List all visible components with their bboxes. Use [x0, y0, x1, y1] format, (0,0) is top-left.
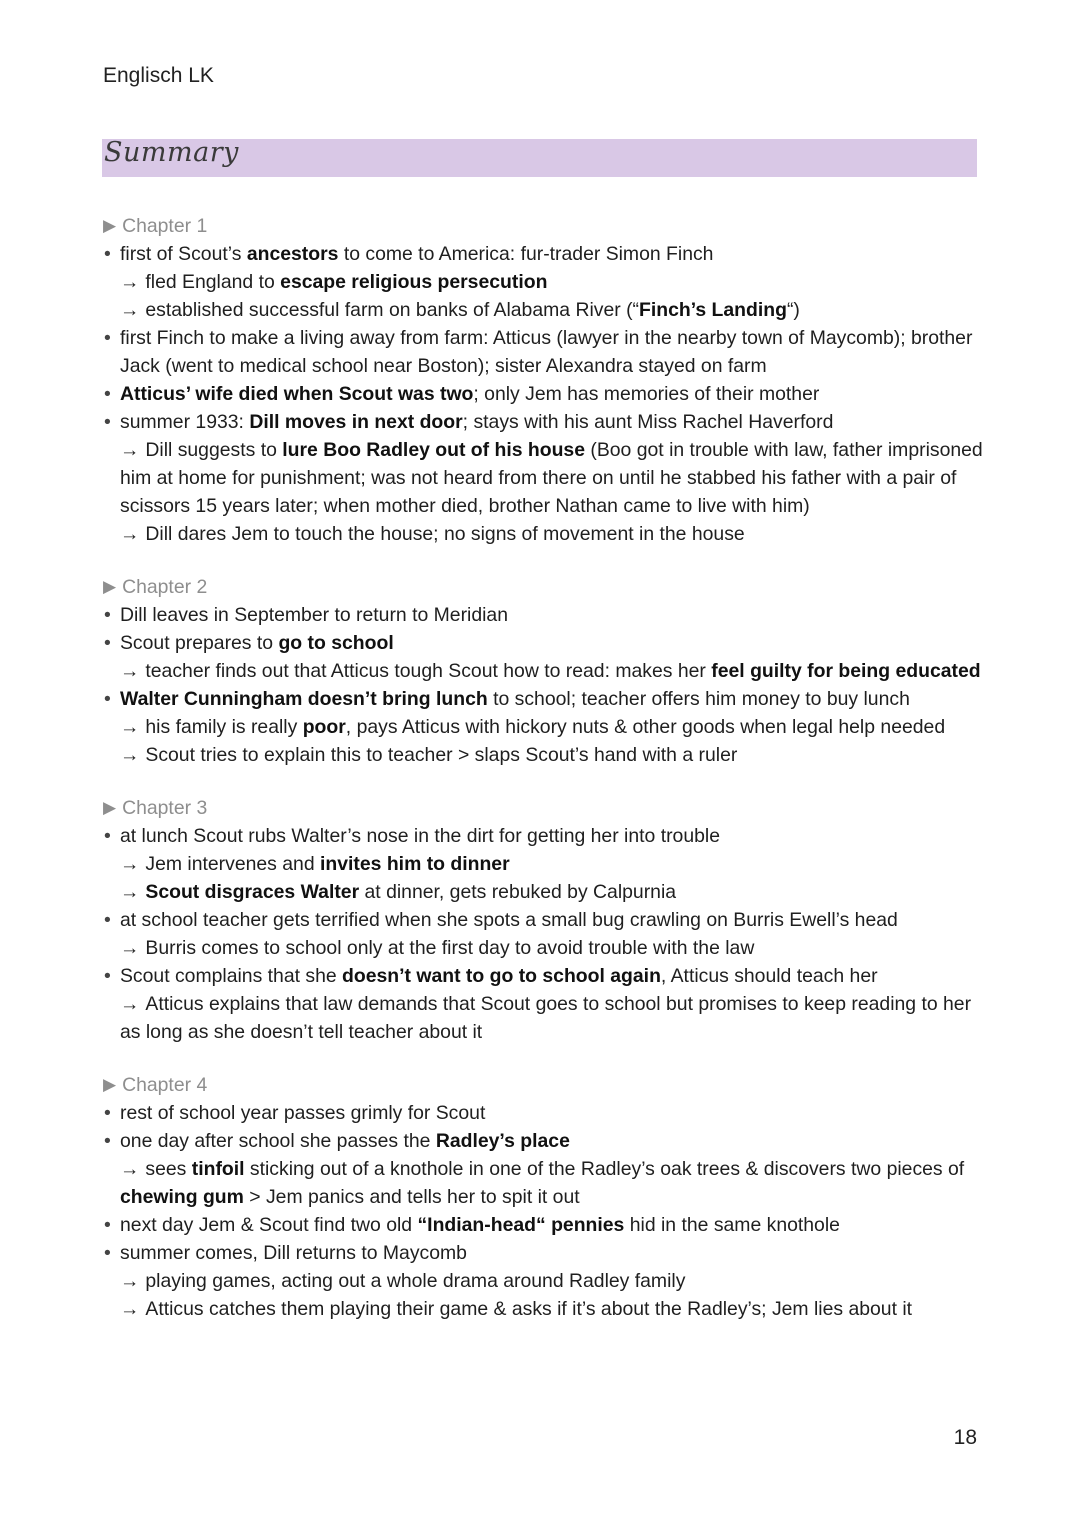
sub-point: [103, 436, 983, 520]
sub-point: [103, 520, 983, 548]
text-segment: established successful farm on banks of Alabama River (“: [145, 299, 639, 321]
bullet-item: [103, 240, 983, 268]
text-segment: at dinner, gets rebuked by Calpurnia: [359, 881, 677, 903]
chapter-heading: [103, 573, 983, 601]
emphasis-text: doesn’t want to go to school again: [342, 965, 661, 987]
emphasis-text: Radley’s place: [435, 1130, 570, 1152]
text-segment: his family is really: [145, 716, 303, 738]
chapter-summaries: [103, 212, 983, 1323]
text-segment: Dill suggests to: [145, 439, 283, 461]
chapter-title: Chapter 2: [122, 576, 208, 598]
arrow-right-icon: →: [120, 660, 140, 682]
emphasis-text: Scout disgraces Walter: [145, 881, 360, 903]
text-segment: Atticus explains that law demands that Scout goes to school but promises to keep reading to her as long as she doesn’t tell teacher about it: [120, 993, 972, 1043]
sub-point: [103, 878, 983, 906]
emphasis-text: tinfoil: [191, 1158, 245, 1180]
text-segment: to come to America: fur-trader Simon Finch: [338, 243, 714, 265]
bullet-item: [103, 1099, 983, 1127]
sub-point: [103, 741, 983, 769]
text-segment: Dill leaves in September to return to Meridian: [120, 604, 508, 626]
text-segment: Dill dares Jem to touch the house; no signs of movement in the house: [145, 523, 745, 545]
bullet-item: [103, 629, 983, 657]
text-segment: hid in the same knothole: [624, 1214, 840, 1236]
chapter-section: [103, 573, 983, 769]
play-triangle-icon: ▶: [103, 1075, 117, 1094]
sub-point: [103, 934, 983, 962]
bullet-item: [103, 1211, 983, 1239]
text-segment: ; stays with his aunt Miss Rachel Haverford: [462, 411, 834, 433]
bullet-item: [103, 380, 983, 408]
text-segment: Scout tries to explain this to teacher > slaps Scout’s hand with a ruler: [145, 744, 738, 766]
chapter-heading: [103, 794, 983, 822]
text-segment: at lunch Scout rubs Walter’s nose in the dirt for getting her into trouble: [120, 825, 721, 847]
sub-point: [103, 1155, 983, 1211]
text-segment: sees: [145, 1158, 192, 1180]
emphasis-text: invites him to dinner: [320, 853, 510, 875]
play-triangle-icon: ▶: [103, 216, 117, 235]
text-segment: at school teacher gets terrified when she spots a small bug crawling on Burris Ewell’s head: [120, 909, 898, 931]
sub-point: [103, 657, 983, 685]
arrow-right-icon: →: [120, 271, 140, 293]
bullet-item: [103, 685, 983, 713]
text-segment: to school; teacher offers him money to buy lunch: [487, 688, 910, 710]
text-segment: summer 1933:: [120, 411, 250, 433]
arrow-right-icon: →: [120, 523, 140, 545]
text-segment: (Boo got in trouble with law, father imprisoned him at home for punishment; was not heard from there on until he stabbed his father with a pair of scissors 15 years later; when mother died, brother Nathan came to live with him): [120, 439, 983, 517]
text-segment: rest of school year passes grimly for Scout: [120, 1102, 486, 1124]
bullet-item: [103, 962, 983, 990]
emphasis-text: feel guilty for being educated: [711, 660, 981, 682]
text-segment: Jem intervenes and: [145, 853, 321, 875]
sub-point: [103, 713, 983, 741]
bullet-item: [103, 324, 983, 380]
sub-point: [103, 296, 983, 324]
text-segment: Scout prepares to: [120, 632, 279, 654]
arrow-right-icon: →: [120, 853, 140, 875]
arrow-right-icon: →: [120, 937, 140, 959]
emphasis-text: Atticus’ wife died when Scout was two: [120, 383, 474, 405]
sub-point: [103, 850, 983, 878]
arrow-right-icon: →: [120, 1298, 140, 1320]
text-segment: Scout complains that she: [120, 965, 343, 987]
text-segment: one day after school she passes the: [120, 1130, 436, 1152]
chapter-heading: [103, 212, 983, 240]
text-segment: summer comes, Dill returns to Maycomb: [120, 1242, 467, 1264]
arrow-right-icon: →: [120, 299, 140, 321]
bullet-item: [103, 1127, 983, 1155]
text-segment: “): [786, 299, 800, 321]
emphasis-text: “Indian-head“ pennies: [417, 1214, 625, 1236]
text-segment: , pays Atticus with hickory nuts & other goods when legal help needed: [345, 716, 946, 738]
arrow-right-icon: →: [120, 744, 140, 766]
chapter-title: Chapter 4: [122, 1074, 208, 1096]
text-segment: , Atticus should teach her: [660, 965, 878, 987]
arrow-right-icon: →: [120, 881, 140, 903]
text-segment: Atticus catches them playing their game & asks if it’s about the Radley’s; Jem lies about it: [145, 1298, 913, 1320]
chapter-heading: [103, 1071, 983, 1099]
emphasis-text: Dill moves in next door: [249, 411, 463, 433]
chapter-title: Chapter 1: [122, 215, 208, 237]
text-segment: sticking out of a knothole in one of the Radley’s oak trees & discovers two pieces of: [244, 1158, 965, 1180]
text-segment: next day Jem & Scout find two old: [120, 1214, 418, 1236]
emphasis-text: Walter Cunningham doesn’t bring lunch: [120, 688, 488, 710]
text-segment: > Jem panics and tells her to spit it out: [243, 1186, 580, 1208]
bullet-item: [103, 822, 983, 850]
bullet-item: [103, 601, 983, 629]
summary-banner: [102, 139, 977, 177]
arrow-right-icon: →: [120, 1270, 140, 1292]
text-segment: Burris comes to school only at the first day to avoid trouble with the law: [145, 937, 755, 959]
chapter-section: [103, 1071, 983, 1323]
text-segment: teacher finds out that Atticus tough Scout how to read: makes her: [145, 660, 712, 682]
sub-point: [103, 268, 983, 296]
bullet-item: [103, 1239, 983, 1267]
emphasis-text: escape religious persecution: [280, 271, 548, 293]
text-segment: first of Scout’s: [120, 243, 247, 265]
text-segment: first Finch to make a living away from farm: Atticus (lawyer in the nearby town of Maycomb); brother Jack (went to medical school near Boston); sister Alexandra stayed on farm: [120, 327, 973, 377]
arrow-right-icon: →: [120, 439, 140, 461]
emphasis-text: ancestors: [246, 243, 339, 265]
play-triangle-icon: ▶: [103, 577, 117, 596]
text-segment: playing games, acting out a whole drama around Radley family: [145, 1270, 686, 1292]
emphasis-text: go to school: [278, 632, 394, 654]
page-number: 18: [953, 1426, 977, 1449]
sub-point: [103, 1295, 983, 1323]
summary-title: Summary: [104, 137, 239, 168]
emphasis-text: lure Boo Radley out of his house: [282, 439, 585, 461]
arrow-right-icon: →: [120, 716, 140, 738]
sub-point: [103, 990, 983, 1046]
sub-point: [103, 1267, 983, 1295]
emphasis-text: chewing gum: [120, 1186, 244, 1208]
arrow-right-icon: →: [120, 1158, 140, 1180]
chapter-section: [103, 794, 983, 1046]
chapter-section: [103, 212, 983, 548]
play-triangle-icon: ▶: [103, 798, 117, 817]
arrow-right-icon: →: [120, 993, 140, 1015]
bullet-item: [103, 906, 983, 934]
bullet-item: [103, 408, 983, 436]
emphasis-text: poor: [302, 716, 346, 738]
emphasis-text: Finch’s Landing: [639, 299, 787, 321]
page-header-subject: Englisch LK: [103, 64, 214, 87]
text-segment: fled England to: [145, 271, 281, 293]
chapter-title: Chapter 3: [122, 797, 208, 819]
text-segment: ; only Jem has memories of their mother: [473, 383, 820, 405]
